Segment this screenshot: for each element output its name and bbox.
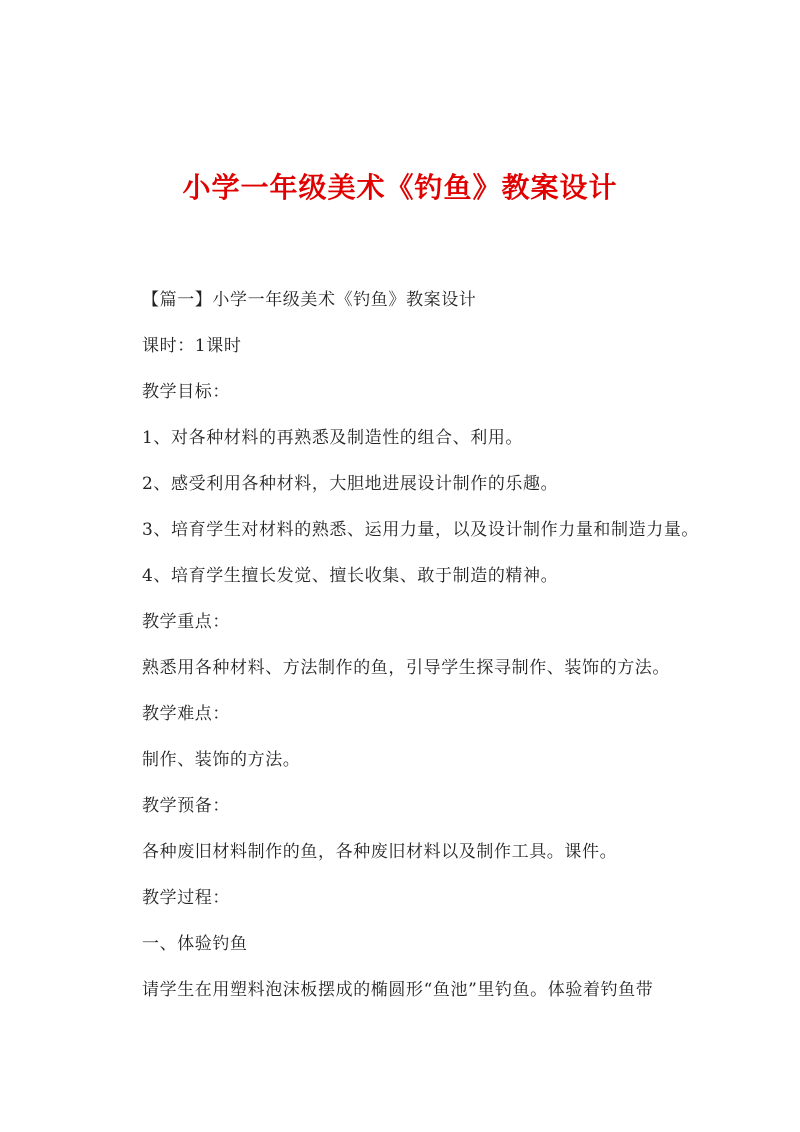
document-body xyxy=(108,281,712,1017)
paragraph-key-points-heading: 教学重点： xyxy=(142,612,230,632)
document-title: 小学一年级美术《钓鱼》教案设计 xyxy=(182,171,618,204)
paragraph-step-1-text: 请学生在用塑料泡沫板摆成的椭圆形“鱼池”里钓鱼。体验着钓鱼带 xyxy=(142,980,654,1000)
paragraph-class-hours: 课时：1课时 xyxy=(142,336,242,356)
paragraph-difficulties: 制作、装饰的方法。 xyxy=(142,750,301,770)
paragraph-objectives-heading: 教学目标： xyxy=(142,382,230,402)
paragraph-section-heading: 【篇一】小学一年级美术《钓鱼》教案设计 xyxy=(142,290,477,310)
paragraph-process-heading: 教学过程： xyxy=(142,888,230,908)
paragraph-step-1-heading: 一、体验钓鱼 xyxy=(142,934,248,954)
paragraph-objective-4: 4、培育学生擅长发觉、擅长收集、敢于制造的精神。 xyxy=(142,566,559,586)
paragraph-preparation: 各种废旧材料制作的鱼，各种废旧材料以及制作工具。课件。 xyxy=(142,842,618,862)
paragraph-preparation-heading: 教学预备： xyxy=(142,796,230,816)
paragraph-difficulties-heading: 教学难点： xyxy=(142,704,230,724)
paragraph-objective-3: 3、培育学生对材料的熟悉、运用力量，以及设计制作力量和制造力量。 xyxy=(142,520,700,540)
paragraph-objective-1: 1、对各种材料的再熟悉及制造性的组合、利用。 xyxy=(142,428,524,448)
paragraph-key-points: 熟悉用各种材料、方法制作的鱼，引导学生探寻制作、装饰的方法。 xyxy=(142,658,670,678)
paragraph-objective-2: 2、感受利用各种材料，大胆地进展设计制作的乐趣。 xyxy=(142,474,559,494)
